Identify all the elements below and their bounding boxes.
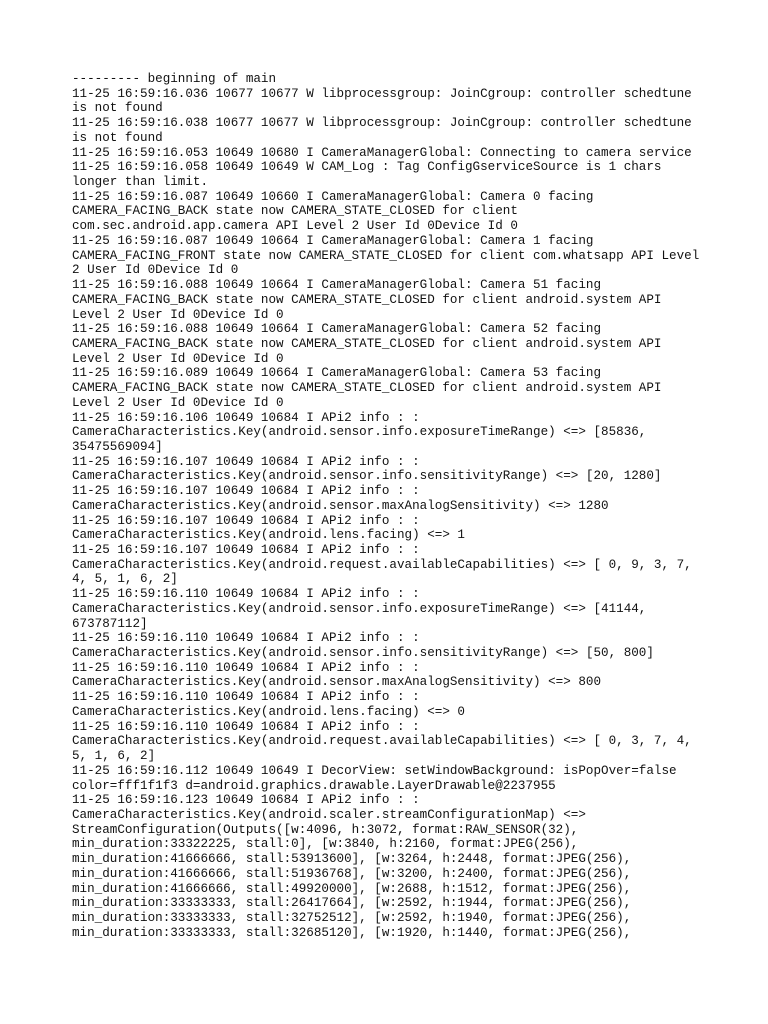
log-line: Level 2 User Id 0Device Id 0 [72, 395, 284, 410]
log-line: com.sec.android.app.camera API Level 2 User Id 0Device Id 0 [72, 219, 518, 234]
log-line: min_duration:33322225, stall:0], [w:3840, h:2160, format:JPEG(256), [72, 837, 579, 852]
log-line: 11-25 16:59:16.110 10649 10684 I APi2 info : : [72, 660, 420, 675]
log-line: CameraCharacteristics.Key(android.lens.facing) <=> 0 [72, 704, 465, 719]
log-line: 11-25 16:59:16.110 10649 10684 I APi2 info : : [72, 690, 420, 705]
log-line: 11-25 16:59:16.087 10649 10660 I CameraManagerGlobal: Camera 0 facing [72, 189, 594, 204]
log-line: 11-25 16:59:16.106 10649 10684 I APi2 info : : [72, 410, 420, 425]
log-line: min_duration:41666666, stall:49920000], [w:2688, h:1512, format:JPEG(256), [72, 881, 632, 896]
log-line: 11-25 16:59:16.036 10677 10677 W libprocessgroup: JoinCgroup: controller schedtune [72, 86, 692, 101]
log-line: 11-25 16:59:16.110 10649 10684 I APi2 info : : [72, 719, 420, 734]
log-line: 11-25 16:59:16.107 10649 10684 I APi2 info : : [72, 543, 420, 557]
log-line: 11-25 16:59:16.123 10649 10684 I APi2 info : : [72, 793, 420, 808]
log-line: min_duration:41666666, stall:51936768], [w:3200, h:2400, format:JPEG(256), [72, 866, 632, 881]
log-line: CameraCharacteristics.Key(android.request.availableCapabilities) <=> [ 0, 9, 3, 7, [72, 557, 692, 572]
log-line: 11-25 16:59:16.110 10649 10684 I APi2 info : : [72, 631, 420, 646]
log-line: Level 2 User Id 0Device Id 0 [72, 307, 284, 322]
log-output [72, 72, 712, 940]
log-line: min_duration:33333333, stall:32685120], [w:1920, h:1440, format:JPEG(256), [72, 925, 632, 940]
log-line: 11-25 16:59:16.088 10649 10664 I CameraManagerGlobal: Camera 51 facing [72, 278, 602, 293]
log-line: CameraCharacteristics.Key(android.sensor.info.sensitivityRange) <=> [50, 800] [72, 646, 654, 661]
log-line: CAMERA_FACING_FRONT state now CAMERA_STATE_CLOSED for client com.whatsapp API Level [72, 248, 700, 263]
log-line: CAMERA_FACING_BACK state now CAMERA_STATE_CLOSED for client android.system API [72, 381, 662, 396]
log-line: 4, 5, 1, 6, 2] [72, 572, 178, 587]
log-line: 11-25 16:59:16.112 10649 10649 I DecorView: setWindowBackground: isPopOver=false [72, 763, 677, 778]
log-line: CameraCharacteristics.Key(android.sensor.maxAnalogSensitivity) <=> 1280 [72, 498, 609, 513]
log-line: 11-25 16:59:16.107 10649 10684 I APi2 info : : [72, 454, 420, 469]
log-line: color=fff1f1f3 d=android.graphics.drawable.LayerDrawable@2237955 [72, 778, 556, 793]
log-line: 11-25 16:59:16.087 10649 10664 I CameraManagerGlobal: Camera 1 facing [72, 233, 594, 248]
log-line: CameraCharacteristics.Key(android.request.availableCapabilities) <=> [ 0, 3, 7, 4, [72, 734, 692, 749]
log-line: CameraCharacteristics.Key(android.sensor.maxAnalogSensitivity) <=> 800 [72, 675, 602, 690]
log-line: is not found [72, 101, 163, 116]
log-line: 35475569094] [72, 439, 163, 454]
log-line: CAMERA_FACING_BACK state now CAMERA_STATE_CLOSED for client android.system API [72, 292, 662, 307]
log-line: Level 2 User Id 0Device Id 0 [72, 351, 284, 366]
log-line: CameraCharacteristics.Key(android.lens.facing) <=> 1 [72, 528, 465, 543]
log-line: 11-25 16:59:16.089 10649 10664 I CameraManagerGlobal: Camera 53 facing [72, 366, 602, 381]
log-line: 11-25 16:59:16.053 10649 10680 I CameraManagerGlobal: Connecting to camera service [72, 145, 692, 160]
log-line: 11-25 16:59:16.058 10649 10649 W CAM_Log : Tag ConfigGserviceSource is 1 chars [72, 160, 662, 175]
log-line: CAMERA_FACING_BACK state now CAMERA_STATE_CLOSED for client [72, 204, 518, 219]
log-line: CameraCharacteristics.Key(android.sensor.info.sensitivityRange) <=> [20, 1280] [72, 469, 662, 484]
log-line: min_duration:33333333, stall:26417664], [w:2592, h:1944, format:JPEG(256), [72, 896, 632, 911]
log-line: CameraCharacteristics.Key(android.scaler.streamConfigurationMap) <=> [72, 807, 586, 822]
log-line: 673787112] [72, 616, 148, 631]
log-line: 2 User Id 0Device Id 0 [72, 263, 239, 278]
log-line: CAMERA_FACING_BACK state now CAMERA_STATE_CLOSED for client android.system API [72, 336, 662, 351]
log-line: min_duration:41666666, stall:53913600], [w:3264, h:2448, format:JPEG(256), [72, 852, 632, 867]
log-line: 11-25 16:59:16.088 10649 10664 I CameraManagerGlobal: Camera 52 facing [72, 322, 602, 337]
log-line: 5, 1, 6, 2] [72, 749, 156, 764]
log-line: --------- beginning of main [72, 72, 277, 86]
log-line: longer than limit. [72, 175, 209, 190]
log-line: 11-25 16:59:16.107 10649 10684 I APi2 info : : [72, 513, 420, 528]
log-line: min_duration:33333333, stall:32752512], [w:2592, h:1940, format:JPEG(256), [72, 910, 632, 925]
log-line: 11-25 16:59:16.107 10649 10684 I APi2 info : : [72, 484, 420, 499]
log-line: 11-25 16:59:16.110 10649 10684 I APi2 info : : [72, 587, 420, 602]
log-line: CameraCharacteristics.Key(android.sensor.info.exposureTimeRange) <=> [41144, [72, 601, 647, 616]
log-line: is not found [72, 130, 163, 145]
log-line: CameraCharacteristics.Key(android.sensor.info.exposureTimeRange) <=> [85836, [72, 425, 647, 440]
log-line: StreamConfiguration(Outputs([w:4096, h:3072, format:RAW_SENSOR(32), [72, 822, 579, 837]
log-line: 11-25 16:59:16.038 10677 10677 W libprocessgroup: JoinCgroup: controller schedtune [72, 116, 692, 131]
